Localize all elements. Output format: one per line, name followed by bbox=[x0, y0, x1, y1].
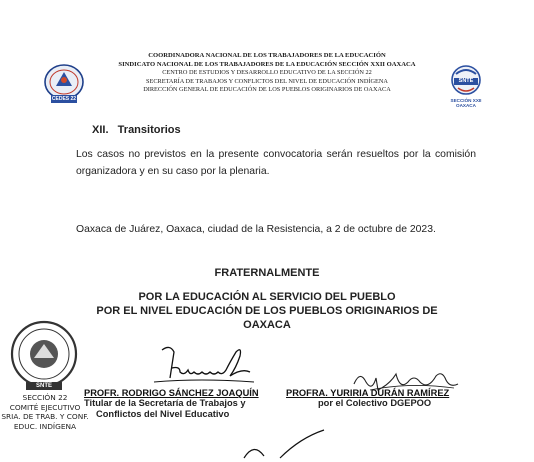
snte-logo-caption-1: SECCIÓN XXII bbox=[450, 98, 482, 103]
signature-3-scribble bbox=[240, 428, 340, 462]
stamp-line-3: SRIA. DE TRAB. Y CONF. bbox=[1, 412, 89, 421]
snte-logo-label: SNTE bbox=[458, 78, 474, 84]
letterhead-line-5: DIRECCIÓN GENERAL DE EDUCACIÓN DE LOS PUEBLOS ORIGINARIOS DE OAXACA bbox=[143, 86, 391, 94]
signature-2-name: PROFRA. YURIRIA DURÁN RAMÍREZ bbox=[286, 388, 450, 398]
stamp-line-1: SECCIÓN 22 bbox=[22, 393, 68, 402]
letterhead-line-3: CENTRO DE ESTUDIOS Y DESARROLLO EDUCATIVO DE LA SECCIÓN 22 bbox=[162, 69, 372, 77]
motto-line-2: POR EL NIVEL EDUCACIÓN DE LOS PUEBLOS ORIGINARIOS DE bbox=[96, 305, 438, 317]
signature-1-scribble bbox=[150, 338, 260, 390]
signature-1 bbox=[62, 388, 282, 420]
salutation: FRATERNALMENTE bbox=[214, 267, 320, 279]
letterhead-line-1: COORDINADORA NACIONAL DE LOS TRABAJADORES DE LA EDUCACIÓN bbox=[148, 52, 386, 59]
signature-1-role-2: Conflictos del Nivel Educativo bbox=[96, 409, 230, 419]
transitorios-paragraph: Los casos no previstos en la presente convocatoria serán resueltos por la comisión organizadora y en su caso por la plenaria. bbox=[76, 149, 476, 177]
motto-line-1: POR LA EDUCACIÓN AL SERVICIO DEL PUEBLO bbox=[138, 291, 396, 303]
date-line: Oaxaca de Juárez, Oaxaca, ciudad de la Resistencia, a 2 de octubre de 2023. bbox=[76, 224, 436, 235]
motto-line-3: OAXACA bbox=[243, 319, 291, 331]
motto bbox=[60, 290, 474, 332]
letterhead-line-2: SINDICATO NACIONAL DE LOS TRABAJADORES DE LA EDUCACIÓN SECCIÓN XXII OAXACA bbox=[118, 60, 416, 68]
letterhead-line-4: SECRETARÍA DE TRABAJOS Y CONFLICTOS DEL NIVEL DE EDUCACIÓN INDÍGENA bbox=[146, 77, 388, 85]
snte-logo bbox=[444, 64, 488, 108]
signature-1-role-1: Titular de la Secretaría de Trabajos y bbox=[84, 398, 246, 408]
cedes-logo bbox=[42, 62, 86, 106]
stamp-line-2: COMITÉ EJECUTIVO bbox=[9, 402, 81, 412]
signature-2-role: por el Colectivo DGEPOO bbox=[318, 398, 432, 408]
signature-2 bbox=[286, 388, 486, 409]
signature-1-name: PROFR. RODRIGO SÁNCHEZ JOAQUÍN bbox=[84, 388, 259, 398]
cedes-logo-text: CEDES 22 bbox=[51, 96, 77, 102]
letterhead bbox=[100, 52, 434, 95]
snte-logo-caption-2: OAXACA bbox=[456, 103, 476, 108]
stamp-line-4: EDUC. INDÍGENA bbox=[13, 421, 77, 431]
stamp-seal bbox=[4, 318, 84, 390]
section-heading: XII. Transitorios bbox=[92, 124, 181, 136]
stamp-badge: SNTE bbox=[26, 382, 62, 390]
